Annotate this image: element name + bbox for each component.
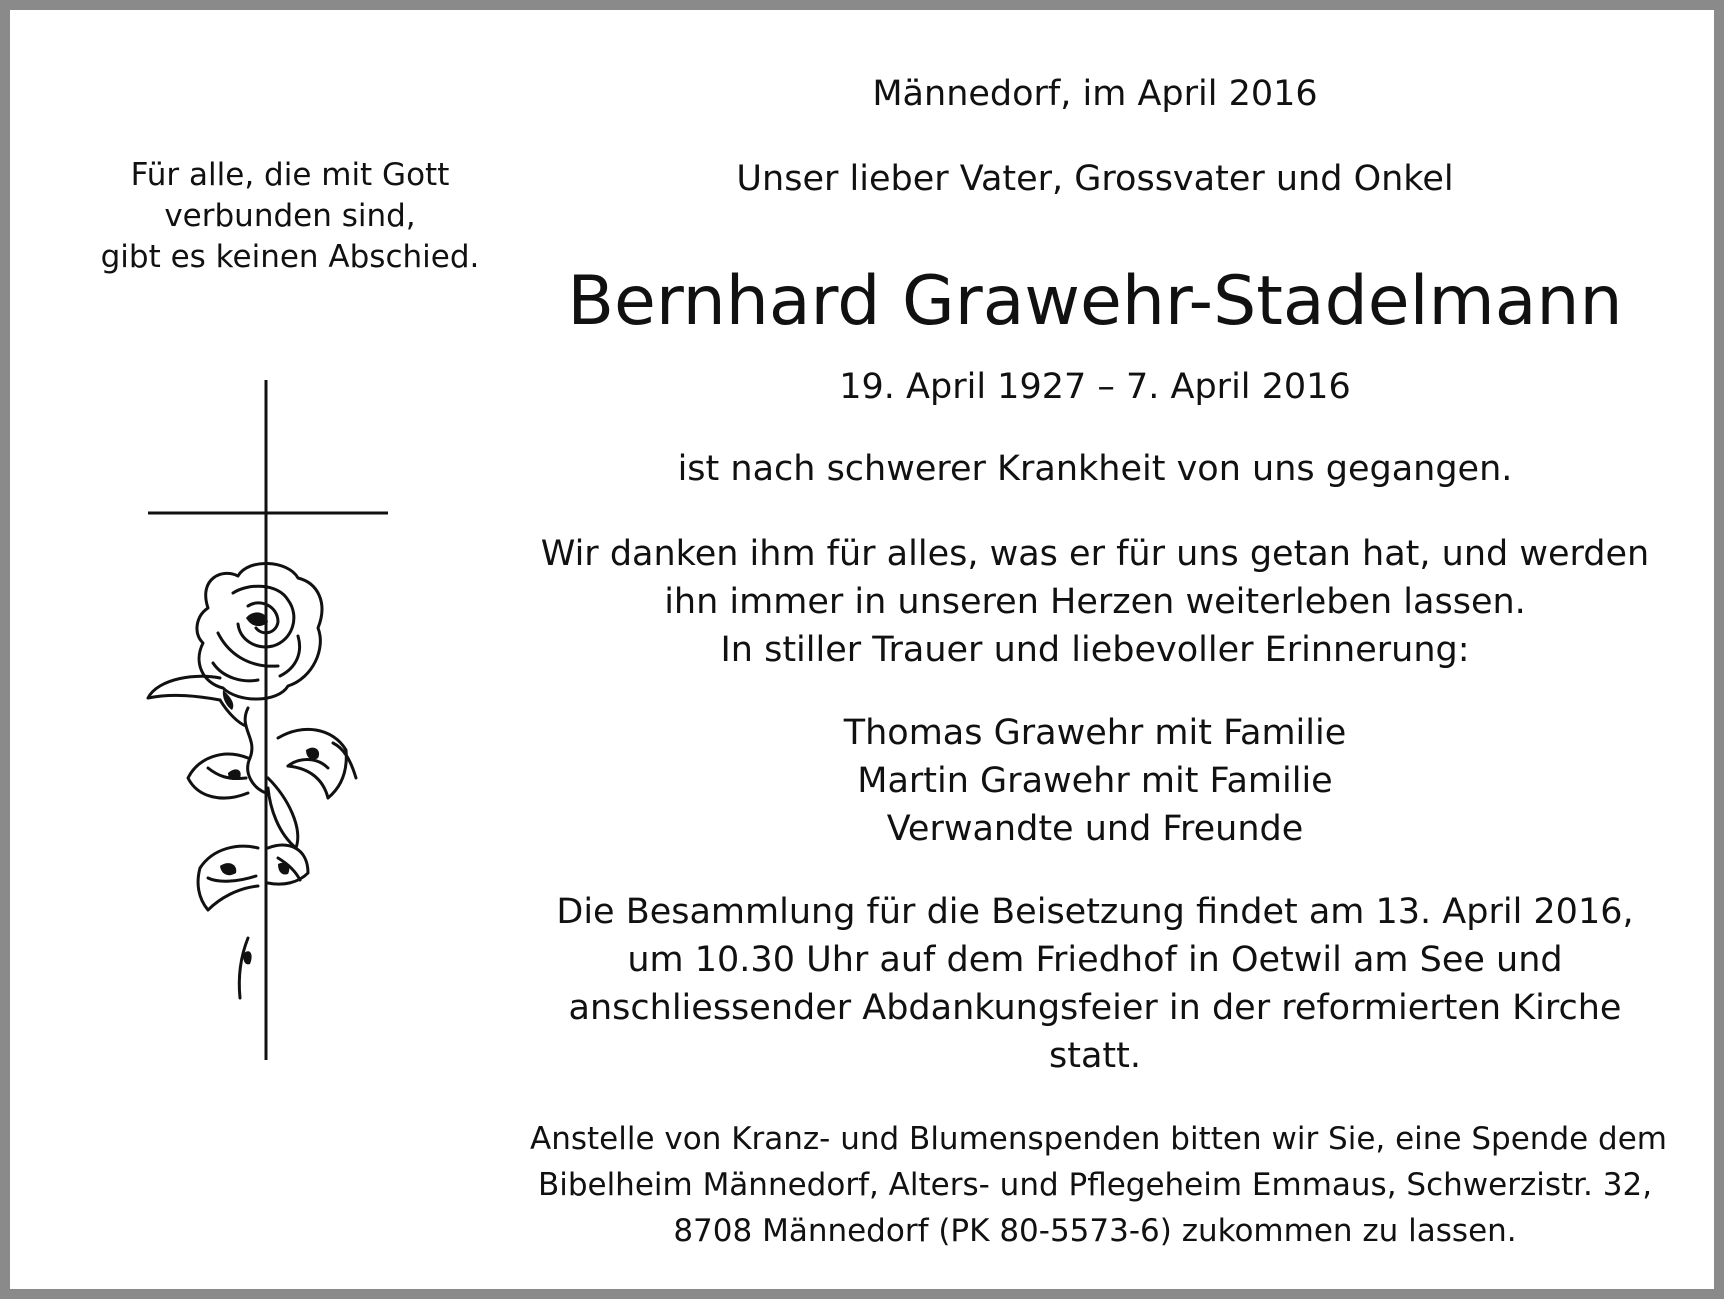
mourner-line: Thomas Grawehr mit Familie: [843, 713, 1347, 753]
service-line: statt.: [1049, 1036, 1141, 1076]
donation-paragraph: [530, 1116, 1667, 1254]
mourner-line: Martin Grawehr mit Familie: [857, 761, 1333, 801]
service-paragraph: [530, 888, 1660, 1080]
service-line: anschliessender Abdankungsfeier in der reformierten Kirche: [568, 988, 1622, 1028]
thanks-line: In stiller Trauer und liebevoller Erinnerung:: [720, 630, 1470, 670]
donation-line: 8708 Männedorf (PK 80-5573-6) zukommen zu lassen.: [673, 1213, 1517, 1249]
passing-statement: ist nach schwerer Krankheit von uns gegangen.: [677, 449, 1513, 489]
mourner-line: Verwandte und Freunde: [886, 809, 1304, 849]
life-dates: 19. April 1927 – 7. April 2016: [839, 367, 1351, 407]
place-date: Männedorf, im April 2016: [872, 74, 1318, 114]
donation-line: Anstelle von Kranz- und Blumenspenden bitten wir Sie, eine Spende dem: [530, 1121, 1667, 1157]
motto: [80, 155, 500, 278]
cross-with-rose-icon: [128, 378, 388, 1082]
motto-line: verbunden sind,: [164, 198, 416, 234]
service-line: um 10.30 Uhr auf dem Friedhof in Oetwil am See und: [627, 940, 1563, 980]
donation-line: Bibelheim Männedorf, Alters- und Pflegeheim Emmaus, Schwerzistr. 32,: [537, 1167, 1653, 1203]
thanks-paragraph: [530, 530, 1660, 674]
mourners-list: [530, 709, 1660, 853]
service-line: Die Besammlung für die Beisetzung findet am 13. April 2016,: [556, 892, 1634, 932]
motto-line: gibt es keinen Abschied.: [100, 239, 480, 275]
thanks-line: ihn immer in unseren Herzen weiterleben lassen.: [664, 582, 1526, 622]
thanks-line: Wir danken ihm für alles, was er für uns getan hat, und werden: [540, 534, 1650, 574]
relation-line: Unser lieber Vater, Grossvater und Onkel: [736, 159, 1454, 199]
motto-line: Für alle, die mit Gott: [130, 157, 450, 193]
deceased-name: Bernhard Grawehr-Stadelmann: [567, 262, 1623, 341]
